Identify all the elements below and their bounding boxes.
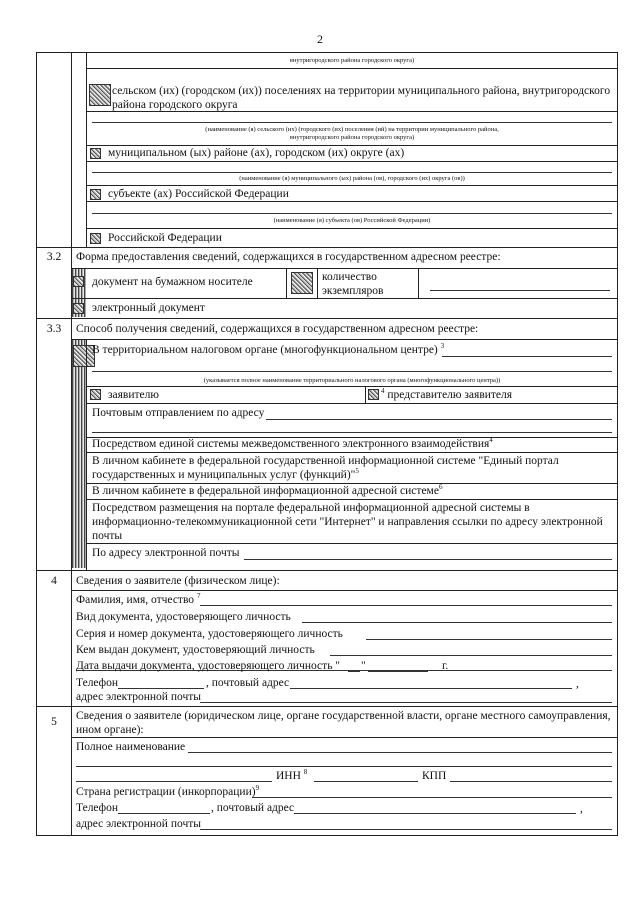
option-rf-label: Российской Федерации — [108, 232, 222, 244]
fill-line — [92, 432, 612, 433]
inner-line — [86, 145, 618, 146]
checkbox-applicant[interactable] — [90, 389, 101, 400]
inner-line — [86, 161, 618, 162]
field-email-input[interactable] — [200, 702, 612, 703]
divider — [418, 268, 419, 298]
inner-line — [86, 483, 618, 484]
checkbox-subject[interactable] — [90, 189, 101, 200]
field-country-label — [76, 786, 259, 799]
section-number-3-3: 3.3 — [46, 323, 62, 335]
row-sep-4 — [36, 570, 618, 571]
checkbox-stripe — [72, 340, 86, 568]
option-portal-label: Посредством размещения на портале федеральной информационной адресной системы в информационно-телекоммуникационной сети "Интернет" и направления ссылки по адресу электронной почты — [92, 502, 603, 542]
inner-line — [86, 228, 618, 229]
row-sep-5b — [71, 737, 618, 738]
field-issued-label: Кем выдан документ, удостоверяющий личность — [76, 644, 315, 656]
caption-subject: (наименование (я) субъекта (ов) Российской Федерации) — [273, 217, 431, 224]
fill-line — [266, 419, 612, 420]
checkbox-representative[interactable] — [368, 389, 379, 400]
field-fullname-cont[interactable] — [76, 781, 272, 782]
option-representative-label — [381, 389, 512, 402]
inner-line — [86, 68, 618, 69]
section-number-5: 5 — [51, 716, 57, 728]
field-date-label: Дата выдачи документа, удостоверяющего личность " — [76, 660, 341, 672]
option-epgu-text: В личном кабинете в федеральной государственной информационной системе "Единый портал государственных и муниципальных услуг (функций)" — [92, 455, 559, 481]
fill-line — [92, 122, 612, 123]
checkbox-municipal[interactable] — [90, 148, 101, 159]
field-kpp-label: КПП — [422, 770, 447, 782]
option-tax-text: В территориальном налоговом органе (многофункциональном центре) — [92, 344, 438, 356]
field-date-month-year[interactable] — [368, 671, 428, 672]
field-fullname-label: Полное наименование — [76, 741, 186, 753]
field-country-input[interactable] — [252, 797, 612, 798]
fill-line — [92, 371, 612, 372]
field-inn-text: ИНН — [276, 770, 301, 782]
caption-settlement-1: (наименование (я) сельского (их) (городского (их) поселения (ий) на территории муниципального района, — [205, 126, 499, 133]
option-representative-text: представителю заявителя — [387, 389, 513, 401]
row-sep-33b — [71, 339, 618, 340]
option-settlement-label: сельском (их) (городском (их)) поселениях на территории муниципального района, внутригородского района городского округа — [112, 85, 611, 111]
field-postal5-comma: , — [580, 803, 583, 815]
footnote-6: 6 — [438, 483, 443, 492]
inner-line — [86, 403, 618, 404]
footnote-smev: 4 — [489, 436, 493, 445]
field-series-label: Серия и номер документа, удостоверяющего личность — [76, 628, 343, 640]
option-post-label: Почтовым отправлением по адресу — [92, 407, 265, 419]
option-electronic-label: электронный документ — [92, 302, 205, 314]
field-inn-input[interactable] — [314, 781, 418, 782]
field-phone-input[interactable] — [118, 688, 204, 689]
fill-line — [92, 213, 612, 214]
fill-line — [442, 356, 612, 357]
row-sep-4b — [71, 590, 618, 591]
caption-intracity: внутригородского района городского округа) — [289, 57, 415, 64]
row-sep-32b — [71, 268, 618, 269]
field-email5-label: адрес электронной почты — [76, 818, 201, 830]
divider — [286, 268, 287, 298]
field-fullname-input[interactable] — [188, 752, 612, 753]
section-3-2-title: Форма предоставления сведений, содержащихся в государственном адресном реестре: — [76, 251, 501, 263]
option-subject-label: субъекте (ах) Российской Федерации — [108, 188, 289, 200]
caption-settlement-2: внутригородского района городского округа) — [289, 134, 415, 141]
field-email-label: адрес электронной почты — [76, 691, 201, 703]
inner-line — [86, 185, 618, 186]
checkbox-electronic[interactable] — [73, 303, 84, 314]
checkbox-rf[interactable] — [90, 233, 101, 244]
option-municipal-label: муниципальном (ых) районе (ах), городском (их) округе (ах) — [108, 147, 405, 159]
field-fio-label — [76, 594, 200, 607]
field-date-quote: " — [361, 660, 366, 672]
field-postal-label: , почтовый адрес — [206, 677, 290, 689]
option-applicant-label: заявителю — [108, 389, 159, 401]
field-country-text: Страна регистрации (инкорпорации) — [76, 786, 256, 798]
copies-fill-line — [430, 290, 610, 291]
caption-municipal: (наименование (я) муниципального (ых) района (ов), городского (их) округа (ов)) — [239, 175, 465, 182]
field-series-input[interactable] — [366, 639, 612, 640]
section-number-3-2: 3.2 — [46, 251, 62, 263]
section-3-3-title: Способ получения сведений, содержащихся в государственном адресном реестре: — [76, 323, 479, 335]
footnote-9: 9 — [255, 784, 260, 793]
checkbox-settlement[interactable] — [89, 84, 111, 106]
option-email-label: По адресу электронной почты — [92, 547, 240, 559]
field-doc-label: Вид документа, удостоверяющего личность — [76, 611, 291, 623]
field-postal5-input[interactable] — [294, 813, 576, 814]
row-sep-33 — [36, 318, 618, 319]
inner-line — [86, 201, 618, 202]
footnote-8: 8 — [303, 768, 308, 777]
checkbox-copies[interactable] — [291, 272, 313, 294]
option-smev-label — [92, 438, 493, 451]
page-number: 2 — [317, 32, 323, 46]
caption-tax: (указывается полное наименование территориального налогового органа (многофункционального центра)) — [203, 377, 501, 384]
field-email5-input[interactable] — [200, 829, 612, 830]
field-phone-label: Телефон — [76, 677, 119, 689]
option-smev-text: Посредством единой системы межведомственного электронного взаимодействия — [92, 438, 490, 450]
field-doc-input[interactable] — [302, 622, 612, 623]
fill-line — [92, 172, 612, 173]
inner-line — [86, 386, 618, 387]
field-postal-input[interactable] — [290, 688, 572, 689]
checkbox-paper[interactable] — [73, 276, 84, 287]
field-date-day[interactable] — [348, 671, 360, 672]
field-postal-comma: , — [576, 678, 579, 690]
section-number-4: 4 — [51, 575, 57, 587]
fill-line — [244, 559, 612, 560]
field-postal5-label: , почтовый адрес — [211, 802, 295, 814]
footnote-7: 7 — [196, 592, 201, 601]
option-epgu-label — [92, 454, 612, 482]
field-date-year-suffix: г. — [442, 660, 449, 672]
fill-line — [76, 766, 612, 767]
field-phone5-input[interactable] — [118, 813, 210, 814]
section-5-title: Сведения о заявителе (юридическом лице, органе государственной власти, органе местного самоуправления, ином органе): — [76, 710, 611, 736]
option-paper-label: документ на бумажном носителе — [92, 276, 253, 288]
inner-line — [86, 452, 618, 453]
col-divider-33 — [86, 339, 87, 570]
field-fio-input[interactable] — [200, 605, 612, 606]
field-inn-label — [276, 770, 307, 783]
divider — [365, 386, 366, 403]
footnote-4: 4 — [381, 387, 385, 396]
divider — [317, 268, 318, 298]
field-issued-input[interactable] — [330, 655, 612, 656]
option-fias-text: В личном кабинете в федеральной информационной адресной системе — [92, 485, 439, 497]
row-sep-32 — [36, 247, 618, 248]
footnote-5: 5 — [355, 467, 359, 476]
inner-line — [71, 298, 618, 299]
option-fias-label — [92, 485, 442, 498]
row-sep-5 — [36, 706, 618, 707]
field-phone5-label: Телефон — [76, 802, 119, 814]
option-tax-label — [92, 344, 444, 357]
field-kpp-input[interactable] — [450, 781, 612, 782]
field-fio-text: Фамилия, имя, отчество — [76, 594, 195, 606]
option-copies-label: количество экземпляров — [322, 271, 384, 297]
inner-line — [86, 543, 618, 544]
inner-line — [86, 499, 618, 500]
section-4-title: Сведения о заявителе (физическом лице): — [76, 575, 280, 587]
footnote-3: 3 — [440, 342, 445, 351]
